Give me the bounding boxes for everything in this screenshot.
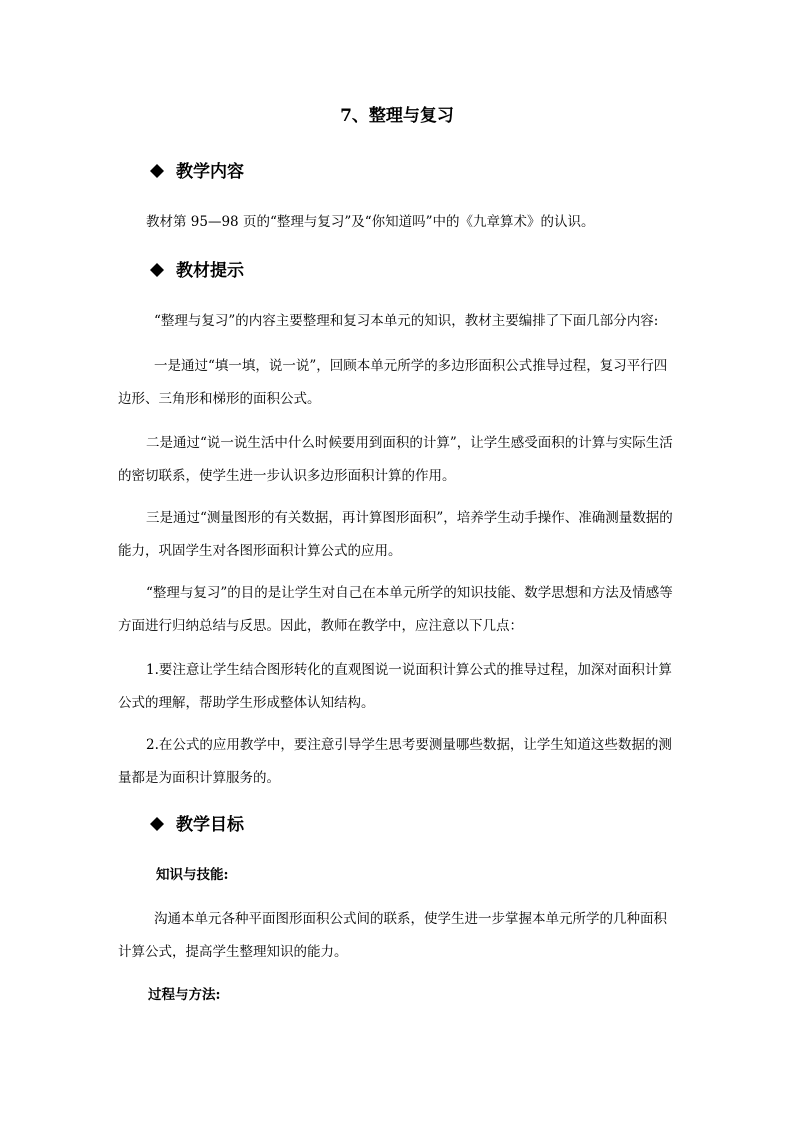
section-heading-textbook-tips: 教材提示	[150, 259, 244, 283]
diamond-bullet-icon	[150, 817, 164, 831]
subheading-process-methods: 过程与方法:	[148, 987, 221, 1003]
paragraph: 教材第 95—98 页的“整理与复习”及“你知道吗”中的《九章算术》的认识。	[146, 214, 595, 230]
diamond-bullet-icon	[150, 164, 164, 178]
paragraph: “整理与复习”的目的是让学生对自己在本单元所学的知识技能、数学思想和方法及情感等方面进行归纳总结与反思。因此，教师在教学中，应注意以下几点：	[118, 585, 673, 634]
paragraph: 2.在公式的应用教学中，要注意引导学生思考要测量哪些数据，让学生知道这些数据的测量都是为面积计算服务的。	[118, 737, 672, 786]
subheading-knowledge-skills: 知识与技能:	[156, 867, 229, 883]
document-title: 7、整理与复习	[340, 106, 454, 126]
paragraph: 三是通过“测量图形的有关数据，再计算图形面积”，培养学生动手操作、准确测量数据的能力，巩固学生对各图形面积计算公式的应用。	[118, 510, 673, 559]
section-heading-teaching-content: 教学内容	[150, 160, 244, 184]
section-heading-teaching-goals: 教学目标	[150, 813, 244, 837]
paragraph: 1.要注意让学生结合图形转化的直观图说一说面积计算公式的推导过程，加深对面积计算公式的理解，帮助学生形成整体认知结构。	[118, 662, 672, 711]
paragraph: 沟通本单元各种平面图形面积公式间的联系，使学生进一步掌握本单元所学的几种面积计算公式，提高学生整理知识的能力。	[118, 911, 667, 960]
paragraph: 一是通过“填一填，说一说”，回顾本单元所学的多边形面积公式推导过程，复习平行四边形、三角形和梯形的面积公式。	[118, 358, 668, 407]
paragraph: “整理与复习”的内容主要整理和复习本单元的知识，教材主要编排了下面几部分内容:	[154, 313, 659, 329]
paragraph: 二是通过“说一说生活中什么时候要用到面积的计算”，让学生感受面积的计算与实际生活的密切联系，使学生进一步认识多边形面积计算的作用。	[118, 435, 673, 484]
diamond-bullet-icon	[150, 263, 164, 277]
